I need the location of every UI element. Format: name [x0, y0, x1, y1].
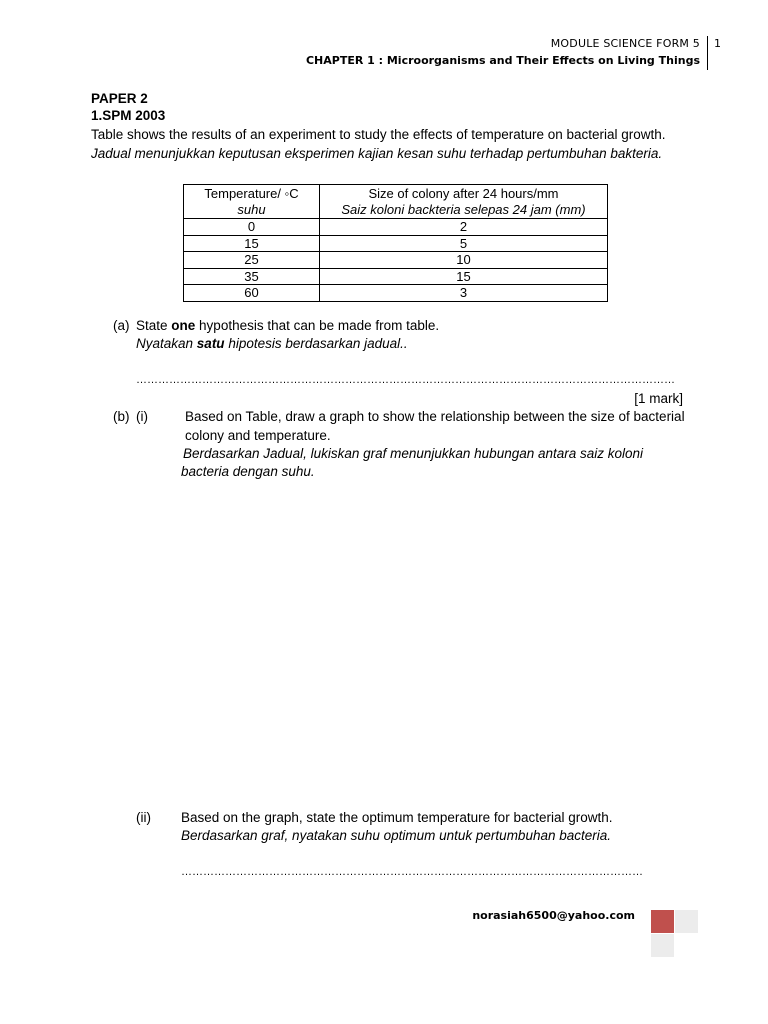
part-a-question-ms [136, 335, 408, 353]
table-header-row [184, 185, 608, 219]
part-a-ms-text: hipotesis berdasarkan jadual.. [224, 336, 408, 351]
table-row [184, 252, 608, 269]
part-a-label: (a) [113, 318, 130, 333]
temperature-cell: 60 [184, 285, 320, 302]
part-b-ii-question-en: Based on the graph, state the optimum temperature for bacterial growth. [181, 810, 613, 825]
page-number: 1 [714, 37, 721, 50]
temperature-header [184, 185, 320, 219]
part-a-ms-emphasis: satu [196, 336, 225, 351]
intro-english: Table shows the results of an experiment to study the effects of temperature on bacterial growth. [91, 127, 666, 142]
graph-drawing-area[interactable] [136, 490, 696, 790]
table-row [184, 219, 608, 236]
part-b-i-question-en-line2: colony and temperature. [185, 428, 331, 443]
part-b-ii-label: (ii) [136, 810, 151, 825]
part-a-marks: [1 mark] [634, 391, 683, 406]
colony-size-header-ms: Saiz koloni backteria selepas 24 jam (mm) [341, 201, 586, 217]
part-b-i-question-en-line1: Based on Table, draw a graph to show the relationship between the size of bacterial [185, 409, 685, 424]
part-a-question-en [136, 317, 439, 335]
paper-heading: PAPER 2 [91, 91, 148, 106]
part-a-answer-line[interactable]: ………………………………………………………………………………………………………………………………… [136, 374, 675, 386]
intro-malay: Jadual menunjukkan keputusan eksperimen kajian kesan suhu terhadap pertumbuhan bakteria. [91, 146, 663, 161]
part-b-i-question-ms-line2: bacteria dengan suhu. [181, 464, 315, 479]
header-divider [707, 36, 708, 70]
footer-decoration-grey-square [675, 910, 698, 933]
footer-email: norasiah6500@yahoo.com [472, 909, 635, 922]
module-title: MODULE SCIENCE FORM 5 [550, 37, 700, 50]
part-b-i-question-ms-line1: Berdasarkan Jadual, lukiskan graf menunjukkan hubungan antara saiz koloni [183, 446, 644, 461]
part-b-ii-answer-line[interactable]: ……………………………………………………………………………………………………………… [181, 866, 643, 878]
chapter-title: CHAPTER 1 : Microorganisms and Their Effects on Living Things [305, 54, 700, 67]
temperature-header-en: Temperature/ ◦C [204, 186, 299, 201]
colony-size-cell: 10 [320, 252, 608, 269]
temperature-cell: 35 [184, 268, 320, 285]
footer-decoration-grey-square [651, 934, 674, 957]
part-b-ii-question-ms: Berdasarkan graf, nyatakan suhu optimum untuk pertumbuhan bacteria. [181, 828, 612, 843]
part-b-label: (b) [113, 409, 130, 424]
colony-size-cell: 5 [320, 235, 608, 252]
colony-size-cell: 15 [320, 268, 608, 285]
temperature-cell: 15 [184, 235, 320, 252]
part-b-i-label: (i) [136, 409, 148, 424]
colony-size-cell: 3 [320, 285, 608, 302]
footer-decoration-red-square [651, 910, 674, 933]
part-a-en-emphasis: one [171, 318, 196, 333]
table-row [184, 268, 608, 285]
table-row [184, 235, 608, 252]
results-table [183, 184, 608, 302]
table-row [184, 285, 608, 302]
colony-size-header-en: Size of colony after 24 hours/mm [368, 186, 559, 201]
temperature-header-ms: suhu [237, 201, 266, 217]
temperature-cell: 0 [184, 219, 320, 236]
colony-size-header [320, 185, 608, 219]
part-a-en-text: State [136, 318, 172, 333]
colony-size-cell: 2 [320, 219, 608, 236]
temperature-cell: 25 [184, 252, 320, 269]
part-a-ms-text: Nyatakan [136, 336, 197, 351]
part-a-en-text: hypothesis that can be made from table. [195, 318, 440, 333]
question-reference: 1.SPM 2003 [91, 108, 166, 123]
